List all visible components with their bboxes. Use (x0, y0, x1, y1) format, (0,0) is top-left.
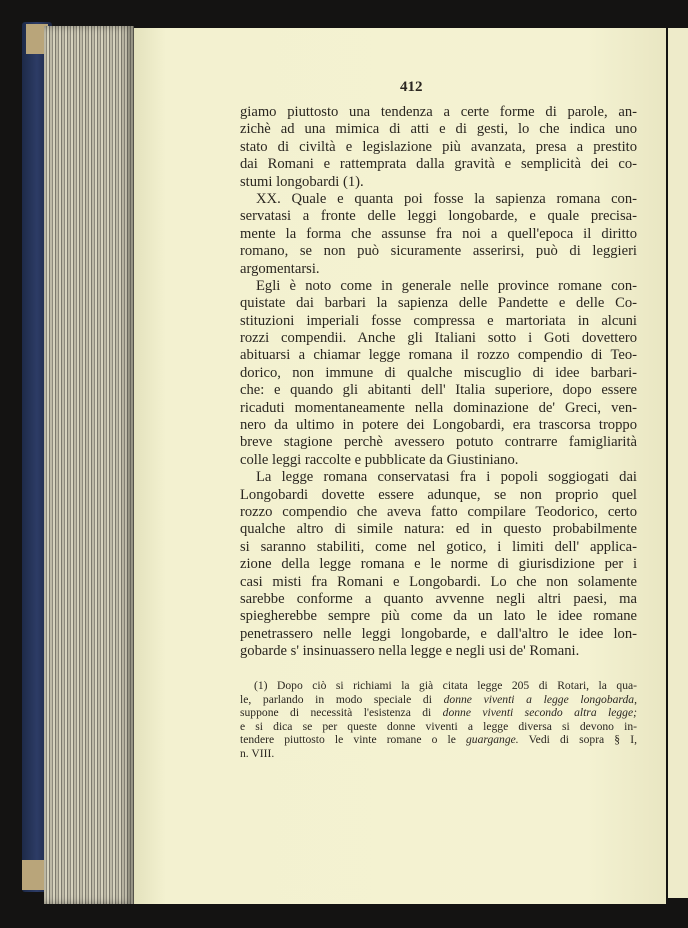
text-line: breve stagione perchè avessero potuto contrarre famigliarità (240, 434, 637, 451)
text-line: XX. Quale e quanta poi fosse la sapienza romana con- (256, 190, 637, 207)
text-line: zione della legge romana e le norme di giurisdizione per i (240, 556, 637, 573)
footnote-line (240, 693, 637, 707)
text-line: argomentarsi. (240, 260, 320, 277)
italic-text: donne viventi secondo altra legge; (442, 706, 637, 720)
text-line: qualche altro di simile natura: ed in questo probabilmente (240, 521, 637, 538)
footnote-line (240, 720, 637, 734)
text-line: giamo piuttosto una tendenza a certe forme di parole, an- (240, 104, 637, 120)
text-line: quistate dai barbari la sapienza delle Pandette e delle Co- (240, 295, 637, 312)
footnote-line (240, 679, 637, 693)
facing-page-edge (668, 28, 688, 898)
text-line: rozzo compendio che aveva fatto compilare Teodorico, certo (240, 503, 637, 520)
text-line: sarebbe conforme a quanto avvenne negli altri paesi, ma (240, 590, 637, 607)
paragraph (240, 469, 637, 660)
text: n. VIII. (240, 746, 275, 760)
text: e si dica se per queste donne viventi a legge diversa si devono in- (240, 719, 637, 733)
text: (1) Dopo ciò si richiami la già citata legge 205 di Rotari, la qua- (254, 679, 637, 692)
text-line: dorico, non immune di qualche miscuglio di idee barbari- (240, 364, 637, 381)
text-line: Longobardi dovette essere adunque, se non proprio quel (240, 486, 637, 503)
text-line: penetrassero nelle leggi longobarde, e dall'altro le idee lon- (240, 625, 637, 642)
text-line: Egli è noto come in generale nelle province romane con- (256, 277, 637, 294)
text-line: spiegherebbe sempre più come da un lato le idee romane (240, 608, 637, 625)
text-line: che: e quando gli abitanti dell' Italia superiore, dopo essere (240, 382, 637, 399)
text-line: La legge romana conservatasi fra i popoli soggiogati dai (256, 469, 637, 486)
text-line: dai Romani e rattemprata dalla gravità e semplicità dei co- (240, 156, 637, 173)
italic-text: guargange. (465, 733, 519, 747)
text: tendere piuttosto le vinte romane o le (240, 733, 466, 747)
text: , (634, 692, 637, 706)
text-line: ricaduti momentaneamente nella dominazione de' Greci, ven- (240, 399, 637, 416)
text-line: stato di civiltà e legislazione più avanzata, presa a prestito (240, 138, 637, 155)
text-line: gobarde s' insinuassero nella legge e negli usi de' Romani. (240, 643, 580, 660)
body-text (240, 104, 637, 661)
footnote (240, 679, 637, 761)
text-line: abituarsi a chiamar legge romana il rozzo compendio di Teo- (240, 347, 637, 364)
footnote-line (240, 733, 637, 747)
text: Vedi di sopra § I, (518, 733, 637, 747)
text: le, parlando in modo speciale di (240, 692, 444, 706)
paragraph (240, 278, 637, 469)
text-line: rozzi compendii. Anche gli Italiani sotto i Goti dovettero (240, 330, 637, 347)
text-line: colle leggi raccolte e pubblicate da Giustiniano. (240, 451, 519, 468)
text-line: servatasi a fronte delle leggi longobarde, e quale precisa- (240, 208, 637, 225)
text-line: casi misti fra Romani e Longobardi. Lo che non solamente (240, 573, 637, 590)
text-line: si saranno stabiliti, come nel gotico, i limiti dell' applica- (240, 538, 637, 555)
footnote-line (240, 706, 637, 720)
paragraph (240, 191, 637, 278)
page-number: 412 (400, 79, 423, 95)
italic-text: donne viventi a legge longobarda (443, 692, 635, 706)
text-line: stituzioni imperiali fosse compressa e martoriata in alcuni (240, 312, 637, 329)
footnote-line (240, 747, 637, 761)
text: suppone di necessità l'esistenza di (240, 706, 443, 720)
text-line: zichè ad una mimica di atti e di gesti, lo che indica uno (240, 121, 637, 138)
text-line: mente la forma che assunse fra noi a quell'epoca il diritto (240, 225, 637, 242)
text-line: romano, se non può sicuramente asserirsi, può di leggieri (240, 243, 637, 260)
text-line: nero da ultimo in potere dei Longobardi, era trascorsa troppo (240, 417, 637, 434)
text-line: stumi longobardi (1). (240, 173, 364, 190)
page-edges (44, 26, 134, 904)
paragraph (240, 104, 637, 191)
